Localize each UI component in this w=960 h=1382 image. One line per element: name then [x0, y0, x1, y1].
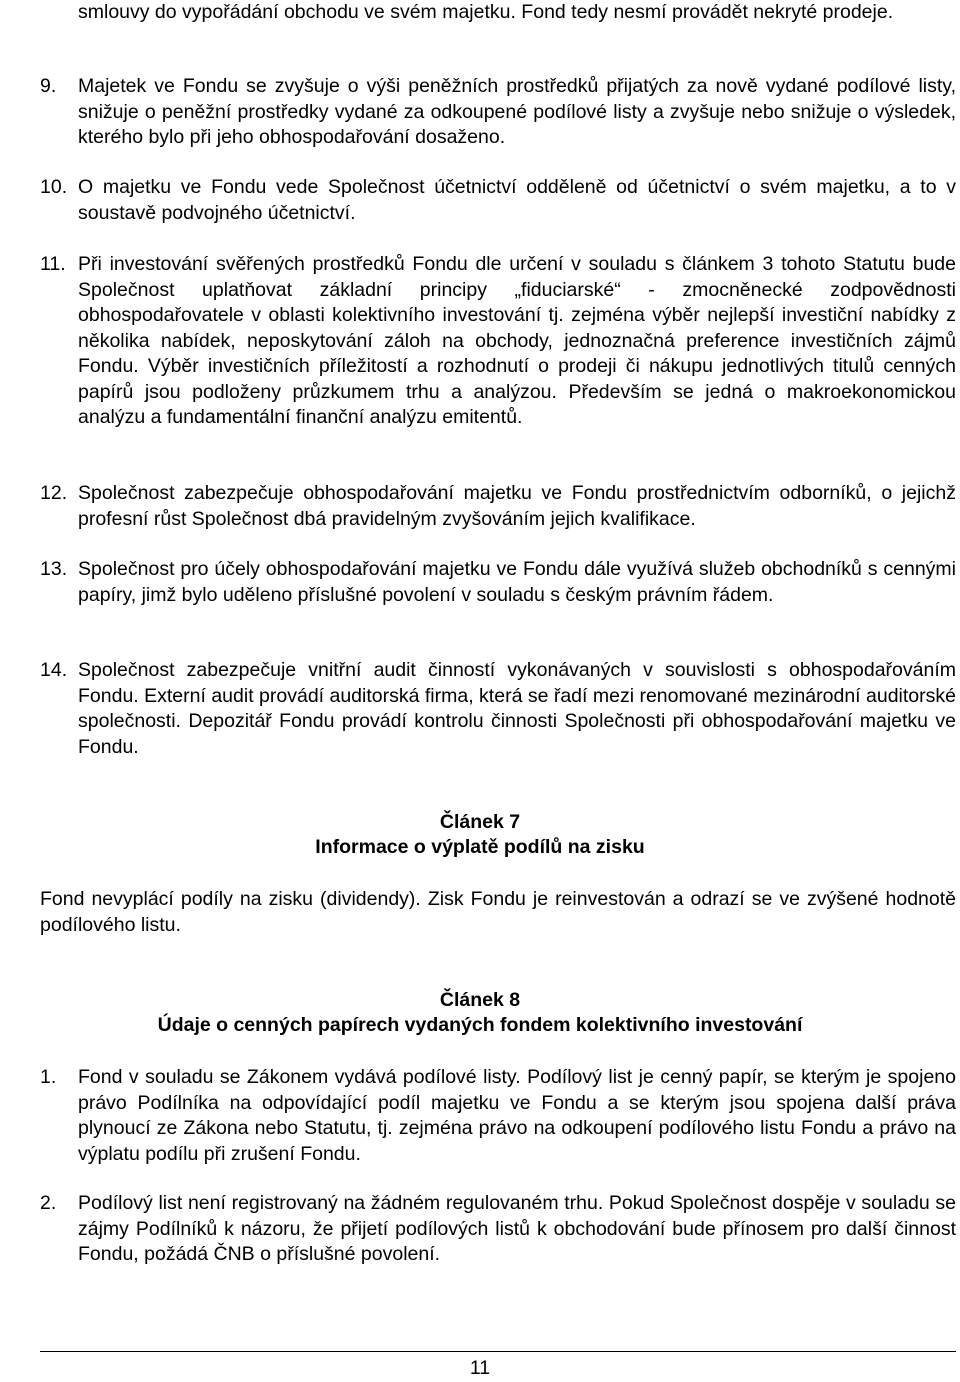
article-8-item-2 — [40, 1191, 956, 1268]
item-number: 14. — [40, 659, 68, 681]
footer-divider — [40, 1351, 956, 1352]
item-number: 2. — [40, 1192, 57, 1214]
item-number: 9. — [40, 75, 57, 97]
item-text: Při investování svěřených prostředků Fondu dle určení v souladu s článkem 3 tohoto Statutu bude Společnost uplatňovat základní principy „fiduciarské“ - zmocněnecké zodpovědnosti obhospodařovatele v oblasti kolektivního investování tj. zejména výběr nejlepší investiční nabídky z několika nabídek, neposkytování záloh na obchody, jednoznačná preference investičních zájmů Fondu. Výběr investičních příležitostí a rozhodnutí o prodeji či nákupu jednotlivých titulů cenných papírů jsou podloženy průzkumem trhu a analýzou. Především se jedná o makroekonomickou analýzu a fundamentální finanční analýzu emitentů. — [78, 253, 956, 428]
item-text: Fond v souladu se Zákonem vydává podílové listy. Podílový list je cenný papír, se kterým je spojeno právo Podílníka na odpovídající podíl majetku ve Fondu a se kterým jsou spojena další práva plynoucí ze Zákona nebo Statutu, tj. zejména právo na odkoupení podílového listu Fondu a právo na výplatu podílu při zrušení Fondu. — [78, 1066, 956, 1165]
article-8-heading: Článek 8 — [439, 989, 521, 1011]
list-item-14 — [40, 658, 956, 760]
item-number: 1. — [40, 1066, 57, 1088]
item-text: Společnost zabezpečuje obhospodařování majetku ve Fondu prostřednictvím odborníků, o jejichž profesní růst Společnost dbá pravidelným zvyšováním jejich kvalifikace. — [78, 482, 956, 530]
article-7-title: Informace o výplatě podílů na zisku — [315, 836, 645, 858]
item-8-continuation: smlouvy do vypořádání obchodu ve svém majetku. Fond tedy nesmí provádět nekryté prodeje. — [78, 1, 894, 23]
article-7-heading: Článek 7 — [439, 811, 521, 833]
page-number: 11 — [469, 1357, 491, 1379]
article-8-item-1 — [40, 1065, 956, 1167]
item-text: Podílový list není registrovaný na žádném regulovaném trhu. Pokud Společnost dospěje v souladu se zájmy Podílníků k názoru, že přijetí podílových listů k obchodování bude přínosem pro další činnost Fondu, požádá ČNB o příslušné povolení. — [78, 1192, 956, 1265]
item-number: 12. — [40, 482, 68, 504]
list-item-12 — [40, 481, 956, 532]
list-item-13 — [40, 557, 956, 608]
article-7-body: Fond nevyplácí podíly na zisku (dividendy). Zisk Fondu je reinvestován a odrazí se ve zvýšené hodnotě podílového listu. — [40, 888, 956, 936]
item-number: 11. — [40, 253, 66, 275]
item-number: 13. — [40, 558, 68, 580]
list-item-11 — [40, 252, 956, 431]
item-text: Společnost pro účely obhospodařování majetku ve Fondu dále využívá služeb obchodníků s cennými papíry, jimž bylo uděleno příslušné povolení v souladu s českým právním řádem. — [78, 558, 956, 606]
item-number: 10. — [40, 176, 68, 198]
article-8-title: Údaje o cenných papírech vydaných fondem kolektivního investování — [157, 1014, 803, 1036]
item-text: Majetek ve Fondu se zvyšuje o výši peněžních prostředků přijatých za nově vydané podílové listy, snižuje o peněžní prostředky vydané za odkoupené podílové listy a zvyšuje nebo snižuje o výsledek, kterého bylo při jeho obhospodařování dosaženo. — [78, 75, 956, 148]
item-text: O majetku ve Fondu vede Společnost účetnictví odděleně od účetnictví o svém majetku, a to v soustavě podvojného účetnictví. — [78, 176, 956, 224]
item-text: Společnost zabezpečuje vnitřní audit činností vykonávaných v souvislosti s obhospodařováním Fondu. Externí audit provádí auditorská firma, která se řadí mezi renomované mezinárodní auditorské společnosti. Depozitář Fondu provádí kontrolu činnosti Společnosti při obhospodařování majetku ve Fondu. — [78, 659, 956, 758]
list-item-9 — [40, 74, 956, 151]
list-item-10 — [40, 175, 956, 226]
